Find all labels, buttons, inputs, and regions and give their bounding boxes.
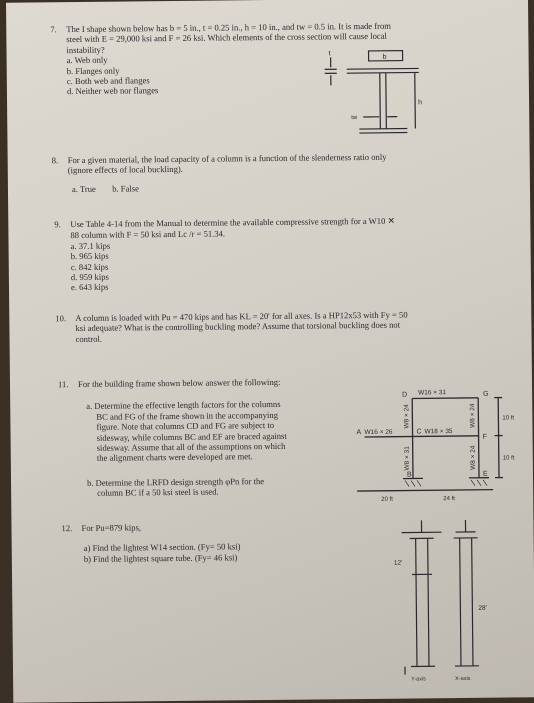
column-bracing-figure xyxy=(391,517,513,693)
question-text: sidesway. Assume that all of the assumptions on which xyxy=(97,440,357,453)
dim-label-upper-height: 10 ft xyxy=(502,415,514,421)
question-text: steel with E = 29,000 ksi and F = 26 ksi. Which elements of the cross section will cause local xyxy=(66,30,496,45)
question-text: control. xyxy=(75,329,515,344)
question-8 xyxy=(68,150,508,194)
dim-label-upper-segment: 12' xyxy=(394,560,403,567)
question-10 xyxy=(75,308,515,344)
question-number: 12. xyxy=(61,523,72,534)
dim-label-tw: tw xyxy=(351,115,358,121)
question-7 xyxy=(66,20,497,97)
member-label-col-ef: W8 × 24 xyxy=(470,445,477,470)
building-frame-figure xyxy=(350,385,526,507)
dim-label-b: b xyxy=(383,54,387,61)
joint-label-g: G xyxy=(483,391,489,398)
member-label-beam-cf: W18 × 35 xyxy=(424,428,452,435)
member-label-beam-dg: W16 × 31 xyxy=(418,389,446,396)
question-text: the alignment charts were developed are met. xyxy=(97,451,357,464)
question-12 xyxy=(81,520,341,564)
question-text: BC and FG of the frame shown in the accompanying xyxy=(96,409,356,422)
joint-label-a: A xyxy=(356,429,361,436)
dim-label-h: h xyxy=(418,99,422,106)
question-number: 7. xyxy=(50,24,57,34)
answer-option: a. 37.1 kips xyxy=(71,236,511,251)
answer-option: b. 965 kips xyxy=(71,247,511,262)
answer-option: c. Both web and flanges xyxy=(67,72,497,87)
question-text: instability? xyxy=(66,40,496,55)
times-symbol: ✕ xyxy=(387,217,395,227)
question-text: b) Find the lightest square tube. (Fy= 46 ksi) xyxy=(84,551,342,564)
question-text: a. Determine the effective length factors for the columns xyxy=(86,398,356,411)
answer-option: d. 959 kips xyxy=(71,267,511,282)
answer-option: b. Flanges only xyxy=(67,61,497,76)
answer-option: c. 842 kips xyxy=(71,257,511,272)
question-text: For Pu=879 kips, xyxy=(81,520,341,533)
answer-option: b. False xyxy=(112,183,139,193)
question-text: The I shape shown below has b = 5 in., t = 0.25 in., h = 10 in., and tw = 0.5 in. It is made from xyxy=(66,20,496,35)
joint-label-e: E xyxy=(483,471,488,478)
question-number: 10. xyxy=(55,313,66,324)
joint-label-b: B xyxy=(407,472,412,479)
question-number: 11. xyxy=(58,379,69,390)
question-text: column BC if a 50 ksi steel is used. xyxy=(97,485,357,498)
member-label-col-cd: W8 × 24 xyxy=(403,404,410,429)
joint-label-d: D xyxy=(402,392,407,399)
member-label-col-fg: W8 × 24 xyxy=(469,403,476,428)
question-text: A column is loaded with Pu = 470 kips and has KL = 20' for all axes. Is a HP12x53 with Fy = 50 xyxy=(75,308,515,323)
question-text: sidesway, while columns BC and EF are braced against xyxy=(97,430,357,443)
question-text: Use Table 4-14 from the Manual to determine the available compressive strength for a W10 xyxy=(70,216,385,229)
answer-option: a. True xyxy=(72,184,96,194)
axis-label-y: Y-axis xyxy=(411,676,426,682)
worksheet-page xyxy=(6,0,534,703)
dim-label-full-height: 28' xyxy=(478,605,487,612)
axis-label-x: X-axis xyxy=(455,676,471,682)
question-number: 8. xyxy=(52,155,59,165)
dim-label-left-span: 20 ft xyxy=(381,497,393,503)
joint-label-c: C xyxy=(416,428,421,435)
question-9 xyxy=(70,214,511,292)
question-text: For the building frame shown below answer the following: xyxy=(78,376,378,390)
question-11 xyxy=(78,376,379,499)
dim-label-right-span: 24 ft xyxy=(443,496,455,502)
dim-label-lower-height: 10 ft xyxy=(503,455,515,461)
member-label-beam-ac: W16 × 26 xyxy=(364,429,392,436)
question-number: 9. xyxy=(54,219,61,229)
question-text: a) Find the lightest W14 section. (Fy= 50 ksi) xyxy=(84,541,342,554)
answer-option: e. 643 kips xyxy=(71,278,511,293)
answer-option: d. Neither web nor flanges xyxy=(67,82,497,97)
question-text: figure. Note that columns CD and FG are subject to xyxy=(96,419,356,432)
question-text: ksi adequate? What is the controlling buckling mode? Assume that torsional buckling does not xyxy=(75,319,515,334)
question-text: (ignore effects of local buckling). xyxy=(68,161,508,176)
member-label-col-bc: W8 × 31 xyxy=(404,446,411,471)
question-text: 88 column with F = 50 ksi and Lc /r = 51.34. xyxy=(70,226,510,241)
answer-option: a. Web only xyxy=(67,51,497,66)
dim-label-t: t xyxy=(329,50,331,57)
joint-label-f: F xyxy=(483,434,487,441)
question-text: For a given material, the load capacity of a column is a function of the slenderness ratio only xyxy=(68,150,508,165)
i-shape-figure xyxy=(318,46,429,139)
question-text: b. Determine the LRFD design strength φPn for the xyxy=(87,475,357,488)
